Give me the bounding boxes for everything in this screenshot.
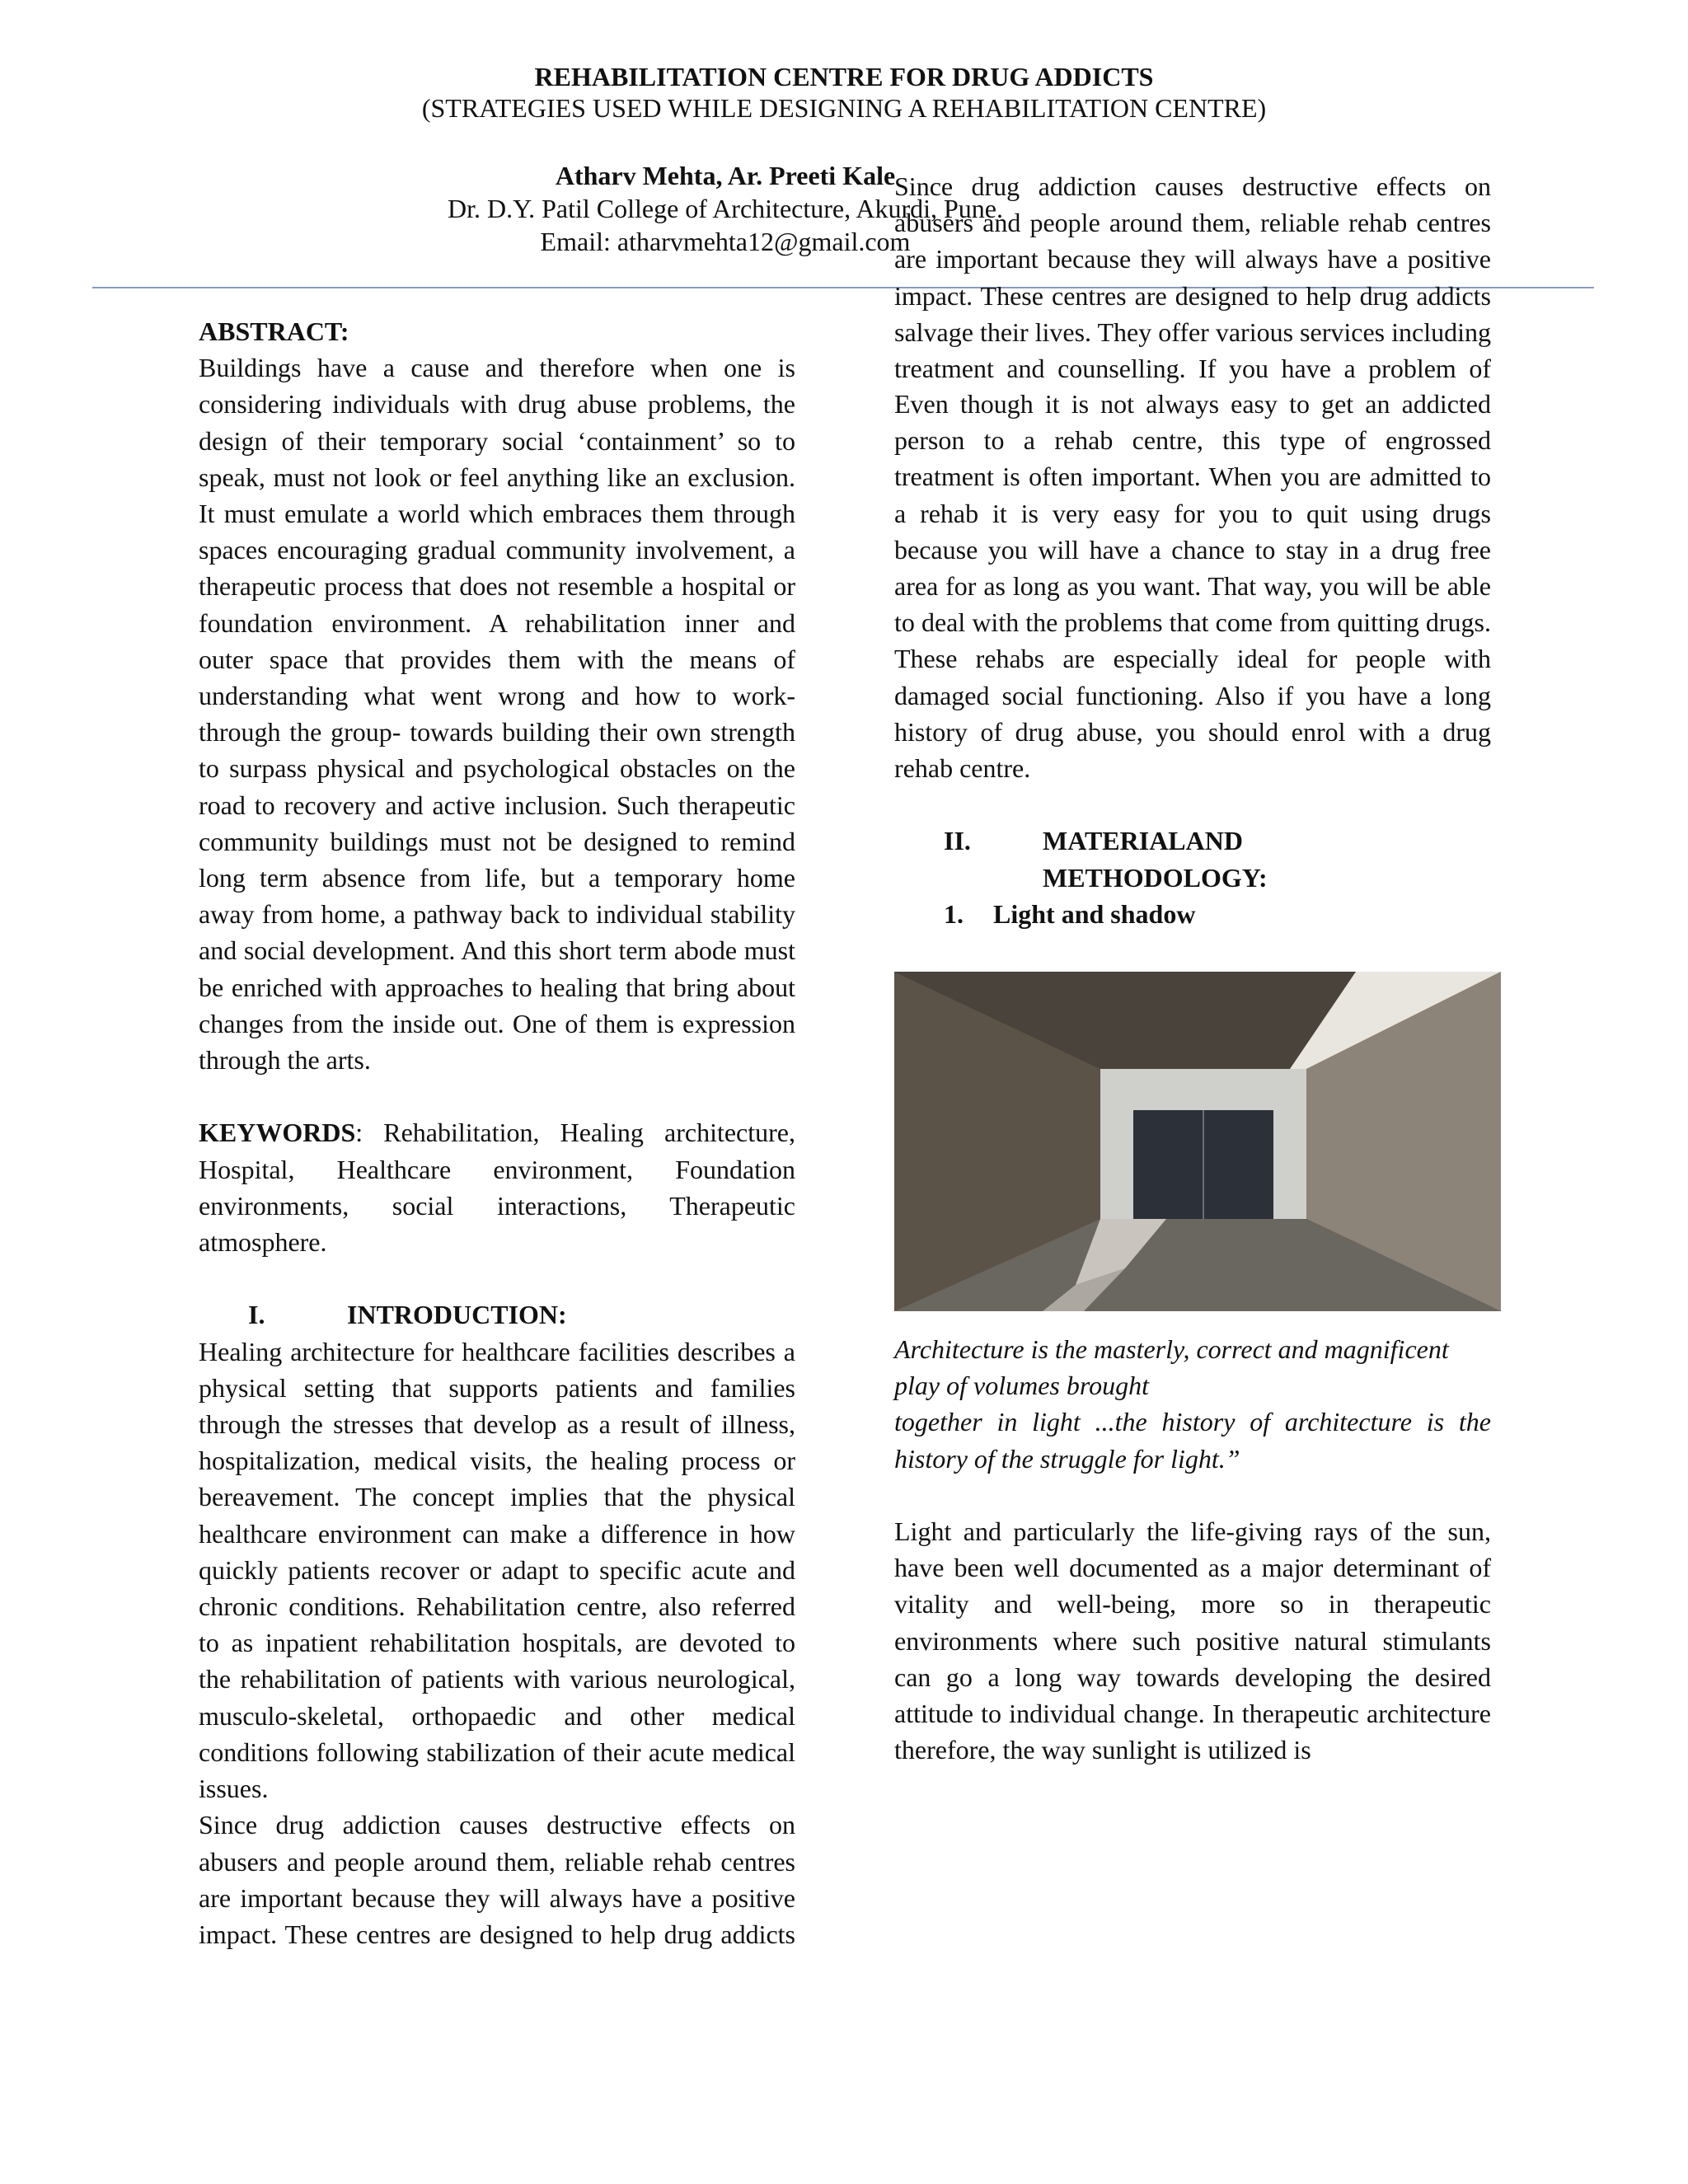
quote-line-1: Architecture is the masterly, correct and magnificent play of volumes brought: [894, 1334, 1449, 1401]
left-column: [199, 313, 795, 1952]
quote-line-2: together in light ...the history of architecture is the history of the struggle for light.”: [894, 1407, 1491, 1474]
intro-paragraph-1: Healing architecture for healthcare facilities describes a physical setting that supports patients and families through the stresses that develop as a result of illness, hospitalization, medical visits, the healing process or bereavement. The concept implies that the physical healthcare environment can make a difference in how quickly patients recover or adapt to specific acute and chronic conditions. Rehabilitation centre, also referred to as inpatient rehabilitation hospitals, are devoted to the rehabilitation of patients with various neurological, musculo-skeletal, orthopaedic and other medical conditions following stabilization of their acute medical issues.: [199, 1336, 795, 1804]
subsection-number: 1.: [944, 898, 964, 929]
paper-subtitle: (STRATEGIES USED WHILE DESIGNING A REHABILITATION CENTRE): [421, 93, 1267, 123]
section-number: I.: [248, 1300, 265, 1330]
right-column: [894, 171, 1491, 1768]
section-heading-methodology: [894, 823, 1491, 895]
keywords-text: : Rehabilitation, Healing architecture, Hospital, Healthcare environment, Foundation environments, social interactions, Therapeutic atmosphere.: [199, 1118, 795, 1258]
abstract-heading: ABSTRACT:: [199, 316, 349, 346]
section-title: MATERIALAND METHODOLOGY:: [1043, 826, 1268, 893]
intro-paragraph-2-continued: [894, 168, 1491, 386]
authors: Atharv Mehta, Ar. Preeti Kale: [555, 161, 896, 190]
keywords-heading: KEYWORDS: [199, 1118, 356, 1148]
corridor-light-photo: [894, 972, 1501, 1311]
intro-paragraph-3: Even though it is not always easy to get an addicted person to a rehab centre, this type of engrossed treatment is often important. When you are admitted to a rehab it is very easy for you to quit using drugs because you will have a chance to stay in a drug free area for as long as you want. That way, you will be able to deal with the problems that come from quitting drugs. These rehabs are especially ideal for people with damaged social functioning. Also if you have a long history of drug abuse, you should enrol with a drug rehab centre.: [894, 389, 1491, 784]
keywords: [199, 1114, 795, 1260]
section-heading-introduction: [199, 1296, 795, 1333]
section-number: II.: [944, 826, 971, 856]
subsection-title: Light and shadow: [993, 898, 1196, 929]
affiliation: Dr. D.Y. Patil College of Architecture, Akurdi, Pune.: [448, 194, 1003, 223]
light-paragraph: Light and particularly the life-giving rays of the sun, have been well documented as a major determinant of vitality and well-being, more so in therapeutic environments where such positive natural stimulants can go a long way towards developing the desired attitude to individual change. In therapeutic architecture therefore, the way sunlight is utilized is: [894, 1516, 1491, 1765]
author-email: Email: atharvmehta12@gmail.com: [540, 227, 911, 256]
paper-title: REHABILITATION CENTRE FOR DRUG ADDICTS: [534, 62, 1154, 91]
section-title: INTRODUCTION:: [347, 1300, 567, 1330]
intro-paragraph-2: [199, 1807, 795, 1952]
subsection-heading: [894, 896, 1491, 932]
abstract-text: Buildings have a cause and therefore when one is considering individuals with drug abuse problems, the design of their temporary social ‘containment’ so to speak, must not look or feel anything like an exclusion. It must emulate a world which embraces them through spaces encouraging gradual community involvement, a therapeutic process that does not resemble a hospital or foundation environment. A rehabilitation inner and outer space that provides them with the means of understanding what went wrong and how to work-through the group- towards building their own strength to surpass physical and psychological obstacles on the road to recovery and active inclusion. Such therapeutic community buildings must not be designed to remind long term absence from life, but a temporary home away from home, a pathway back to individual stability and social development. And this short term abode must be enriched with approaches to healing that bring about changes from the inside out. One of them is expression through the arts.: [199, 353, 795, 1076]
intro-paragraph-2-text: Since drug addiction causes destructive effects on abusers and people around them, reliable rehab centres are important because they will always have a positive impact. These centres are designed to help drug addicts: [199, 1810, 795, 1949]
corridor-illustration: [894, 972, 1501, 1311]
intro-paragraph-2-cont-text: Since drug addiction causes destructive effects on abusers and people around them, reliable rehab centres are important because they will always have a positive impact. These centres are designed to help drug addicts salvage their lives. They offer various services including treatment and counselling. If you have a problem of: [894, 171, 1491, 384]
